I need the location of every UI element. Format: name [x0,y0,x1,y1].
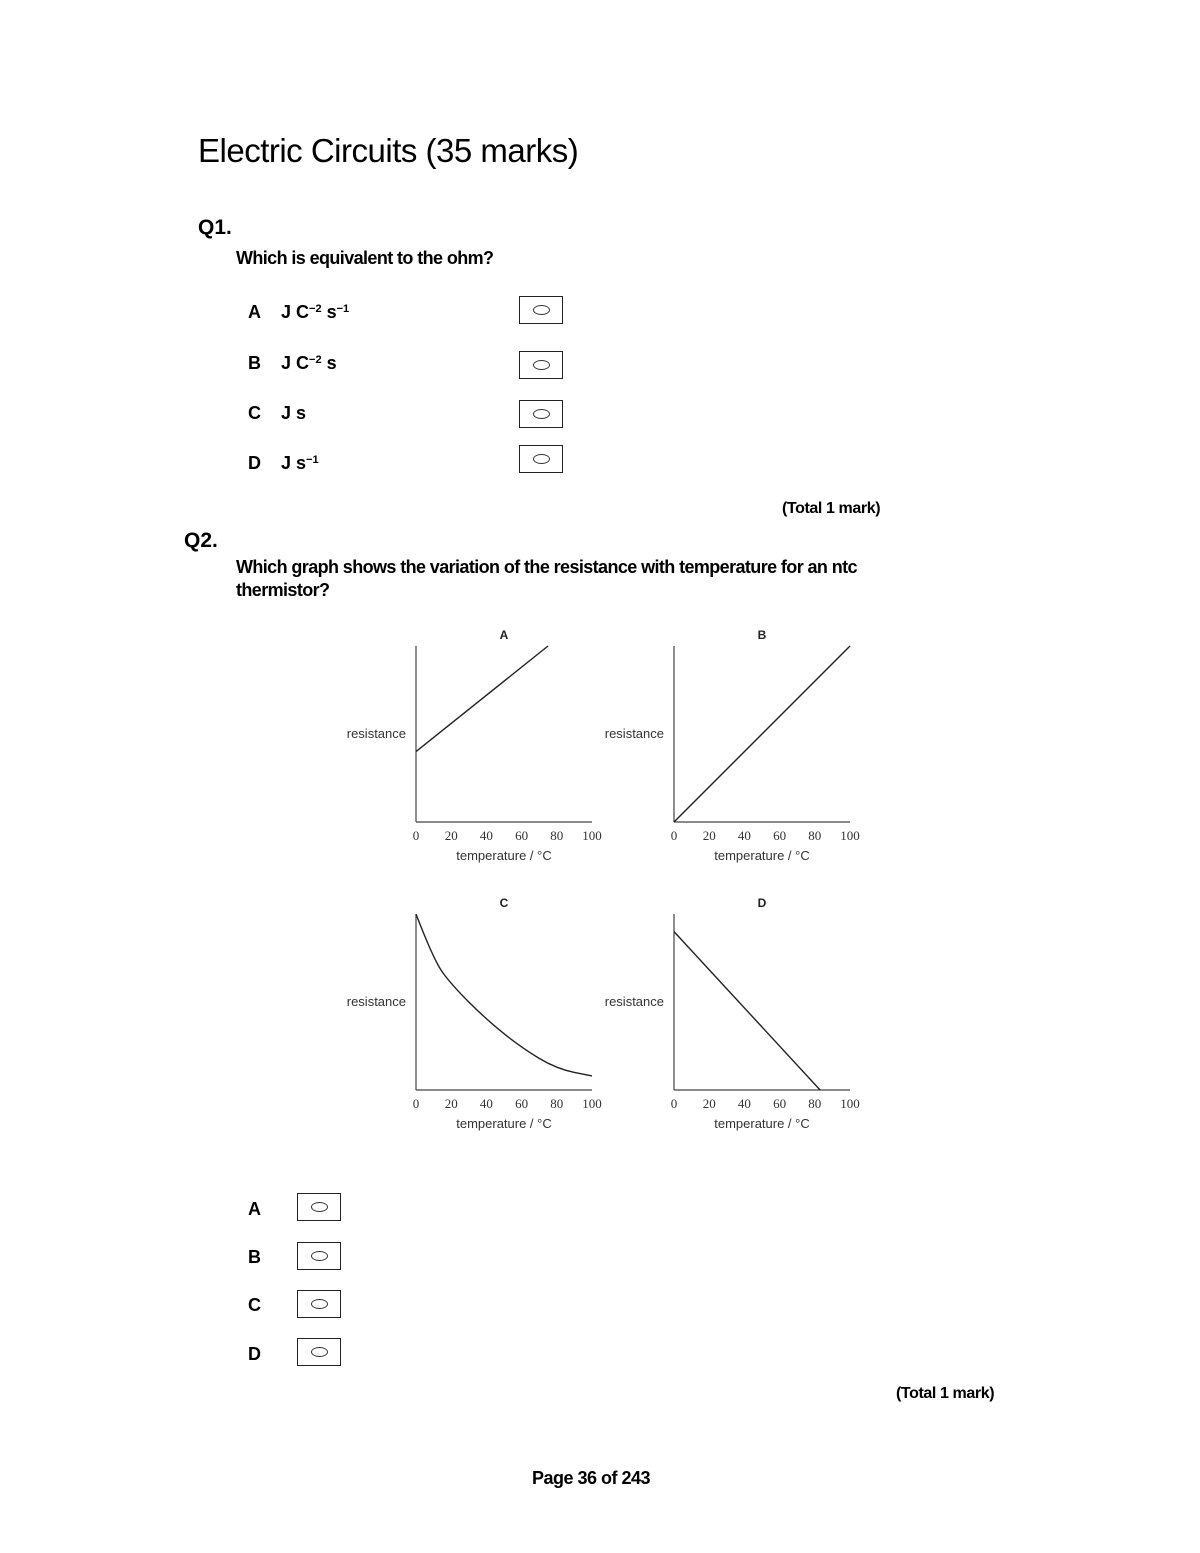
q2-option-a-letter: A [248,1199,261,1219]
graph-c-tick-60: 60 [515,1096,529,1111]
q1-option-d-letter: D [248,453,261,473]
graph-a-tick-100: 100 [582,828,602,843]
oval-icon [311,1299,328,1309]
graph-a-tick-40: 40 [479,828,493,843]
graph-a-tick-80: 80 [550,828,564,843]
graph-b-tick-60: 60 [773,828,787,843]
q2-option-d-letter: D [248,1344,261,1364]
oval-icon [311,1202,328,1212]
graph-c-series-line [416,914,592,1076]
page-title: Electric Circuits (35 marks) [198,132,579,169]
q2-option-b-letter: B [248,1247,261,1267]
q2-question-line2: thermistor? [236,580,330,600]
graph-d-tick-20: 20 [702,1096,716,1111]
q1-option-d-text: J $s^{-1}$ [281,453,319,473]
graph-d-tick-0: 0 [670,1096,678,1111]
page-footer: Page 36 of 243 [532,1468,651,1488]
graph-c-tick-80: 80 [550,1096,564,1111]
q1-option-c-text: J s [281,403,307,423]
oval-icon [311,1251,328,1261]
q2-option-a-checkbox[interactable] [297,1193,341,1221]
graph-d-xlabel: temperature / °C [714,1116,810,1131]
q1-option-a-letter: A [248,302,261,322]
graph-a-tick-20: 20 [444,828,458,843]
q2-number: Q2. [184,529,218,552]
q1-total-marks: (Total 1 mark) [782,500,881,517]
graph-a-tick-0: 0 [412,828,420,843]
graph-b-title: B [757,628,767,642]
graph-b-ylabel: resistance [604,726,664,741]
graph-b-series-line [674,646,850,822]
graph-c-title: C [499,896,509,910]
q2-question-line1: Which graph shows the variation of the resistance with temperature for an ntc [236,557,857,577]
graph-d-series-line [674,932,820,1090]
graph-c-tick-100: 100 [582,1096,602,1111]
graph-a-series-line [416,646,548,752]
q2-option-b-checkbox[interactable] [297,1242,341,1270]
graph-d-tick-40: 40 [737,1096,751,1111]
graph-a-xlabel: temperature / °C [456,848,552,863]
graph-c-tick-20: 20 [444,1096,458,1111]
q1-option-a-text: J $C^{-2}$ $s^{-1}$ [281,302,350,322]
q1-option-b-letter: B [248,353,261,373]
graph-d-ylabel: resistance [604,994,664,1009]
graph-b-tick-80: 80 [808,828,822,843]
graph-c-xlabel: temperature / °C [456,1116,552,1131]
q2-option-d-checkbox[interactable] [297,1338,341,1366]
q1-option-b-text: J $C^{-2}$ s [281,353,337,373]
graph-b-tick-40: 40 [737,828,751,843]
graph-a-ylabel: resistance [346,726,406,741]
q1-question: Which is equivalent to the ohm? [236,248,494,268]
graph-d-tick-60: 60 [773,1096,787,1111]
graph-d-tick-80: 80 [808,1096,822,1111]
graph-b-tick-100: 100 [840,828,860,843]
graph-c-ylabel: resistance [346,994,406,1009]
q2-option-c-checkbox[interactable] [297,1290,341,1318]
graph-d-tick-100: 100 [840,1096,860,1111]
graph-c-tick-0: 0 [412,1096,420,1111]
graph-c-tick-40: 40 [479,1096,493,1111]
graph-b-tick-0: 0 [670,828,678,843]
q2-option-c-letter: C [248,1295,261,1315]
graph-d-title: D [757,896,767,910]
q2-total-marks: (Total 1 mark) [896,1385,995,1402]
graph-b-tick-20: 20 [702,828,716,843]
graph-b-xlabel: temperature / °C [714,848,810,863]
q1-number: Q1. [198,216,232,239]
graph-a-title: A [499,628,509,642]
oval-icon [311,1347,328,1357]
graph-a-tick-60: 60 [515,828,529,843]
q1-option-c-letter: C [248,403,261,423]
